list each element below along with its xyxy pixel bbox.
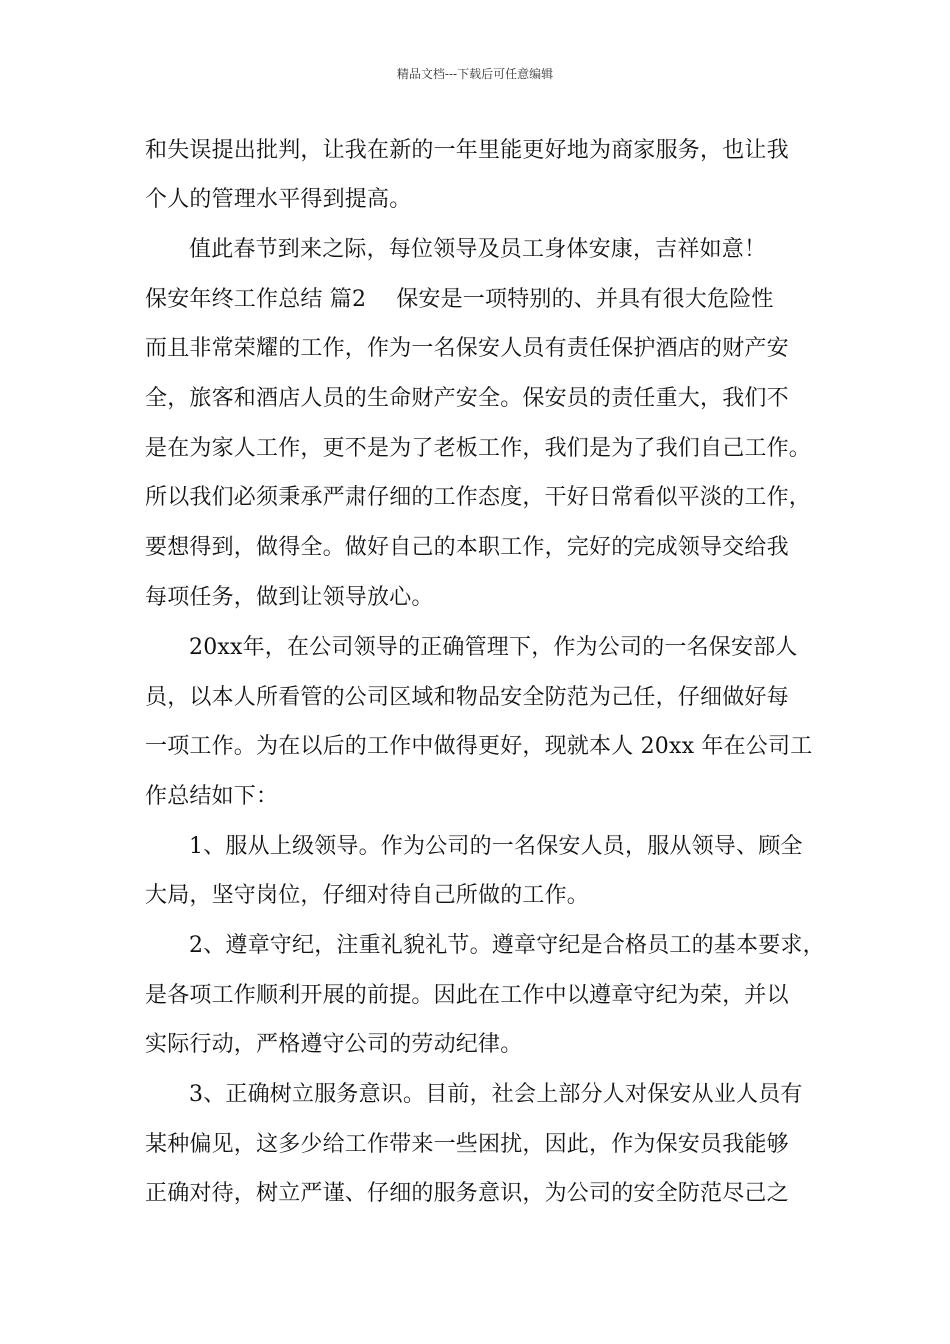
text-line: 值此春节到来之际，每位领导及员工身体安康，吉祥如意！	[189, 237, 767, 262]
section-heading-line	[145, 286, 774, 314]
text-line: 20xx年，在公司领导的正确管理下，作为公司的一名保安部人	[189, 635, 798, 660]
text-line: 个人的管理水平得到提高。	[145, 187, 412, 212]
page-header: 精品文档---下载后可任意编辑	[396, 67, 554, 81]
text-line: 1、服从上级领导。作为公司的一名保安人员，服从领导、顾全	[189, 834, 803, 859]
text-line: 每项任务，做到让领导放心。	[145, 585, 434, 610]
text-line: 要想得到，做得全。做好自己的本职工作，完好的完成领导交给我	[145, 535, 789, 560]
text-line: 一项工作。为在以后的工作中做得更好，现就本人 20xx 年在公司工	[145, 734, 813, 759]
section-first-sentence: 保安是一项特别的、并具有很大危险性	[396, 287, 774, 312]
text-line: 某种偏见，这多少给工作带来一些困扰，因此，作为保安员我能够	[145, 1132, 789, 1157]
text-line: 大局，坚守岗位，仔细对待自己所做的工作。	[145, 883, 590, 908]
text-line: 而且非常荣耀的工作，作为一名保安人员有责任保护酒店的财产安	[145, 336, 789, 361]
text-line: 和失误提出批判，让我在新的一年里能更好地为商家服务，也让我	[145, 138, 789, 163]
text-line: 3、正确树立服务意识。目前，社会上部分人对保安从业人员有	[189, 1082, 803, 1107]
text-line: 是在为家人工作，更不是为了老板工作，我们是为了我们自己工作。	[145, 436, 812, 461]
text-line: 作总结如下：	[145, 784, 279, 809]
text-line: 全，旅客和酒店人员的生命财产安全。保安员的责任重大，我们不	[145, 386, 789, 411]
text-line: 员，以本人所看管的公司区域和物品安全防范为己任，仔细做好每	[145, 685, 789, 710]
text-line: 2、遵章守纪，注重礼貌礼节。遵章守纪是合格员工的基本要求，	[189, 933, 825, 958]
text-line: 实际行动，严格遵守公司的劳动纪律。	[145, 1032, 523, 1057]
text-line: 是各项工作顺利开展的前提。因此在工作中以遵章守纪为荣，并以	[145, 983, 789, 1008]
text-line: 正确对待，树立严谨、仔细的服务意识，为公司的安全防范尽己之	[145, 1181, 789, 1206]
text-line: 所以我们必须秉承严肃仔细的工作态度，干好日常看似平淡的工作，	[145, 485, 812, 510]
section-heading: 保安年终工作总结 篇2	[145, 287, 367, 312]
